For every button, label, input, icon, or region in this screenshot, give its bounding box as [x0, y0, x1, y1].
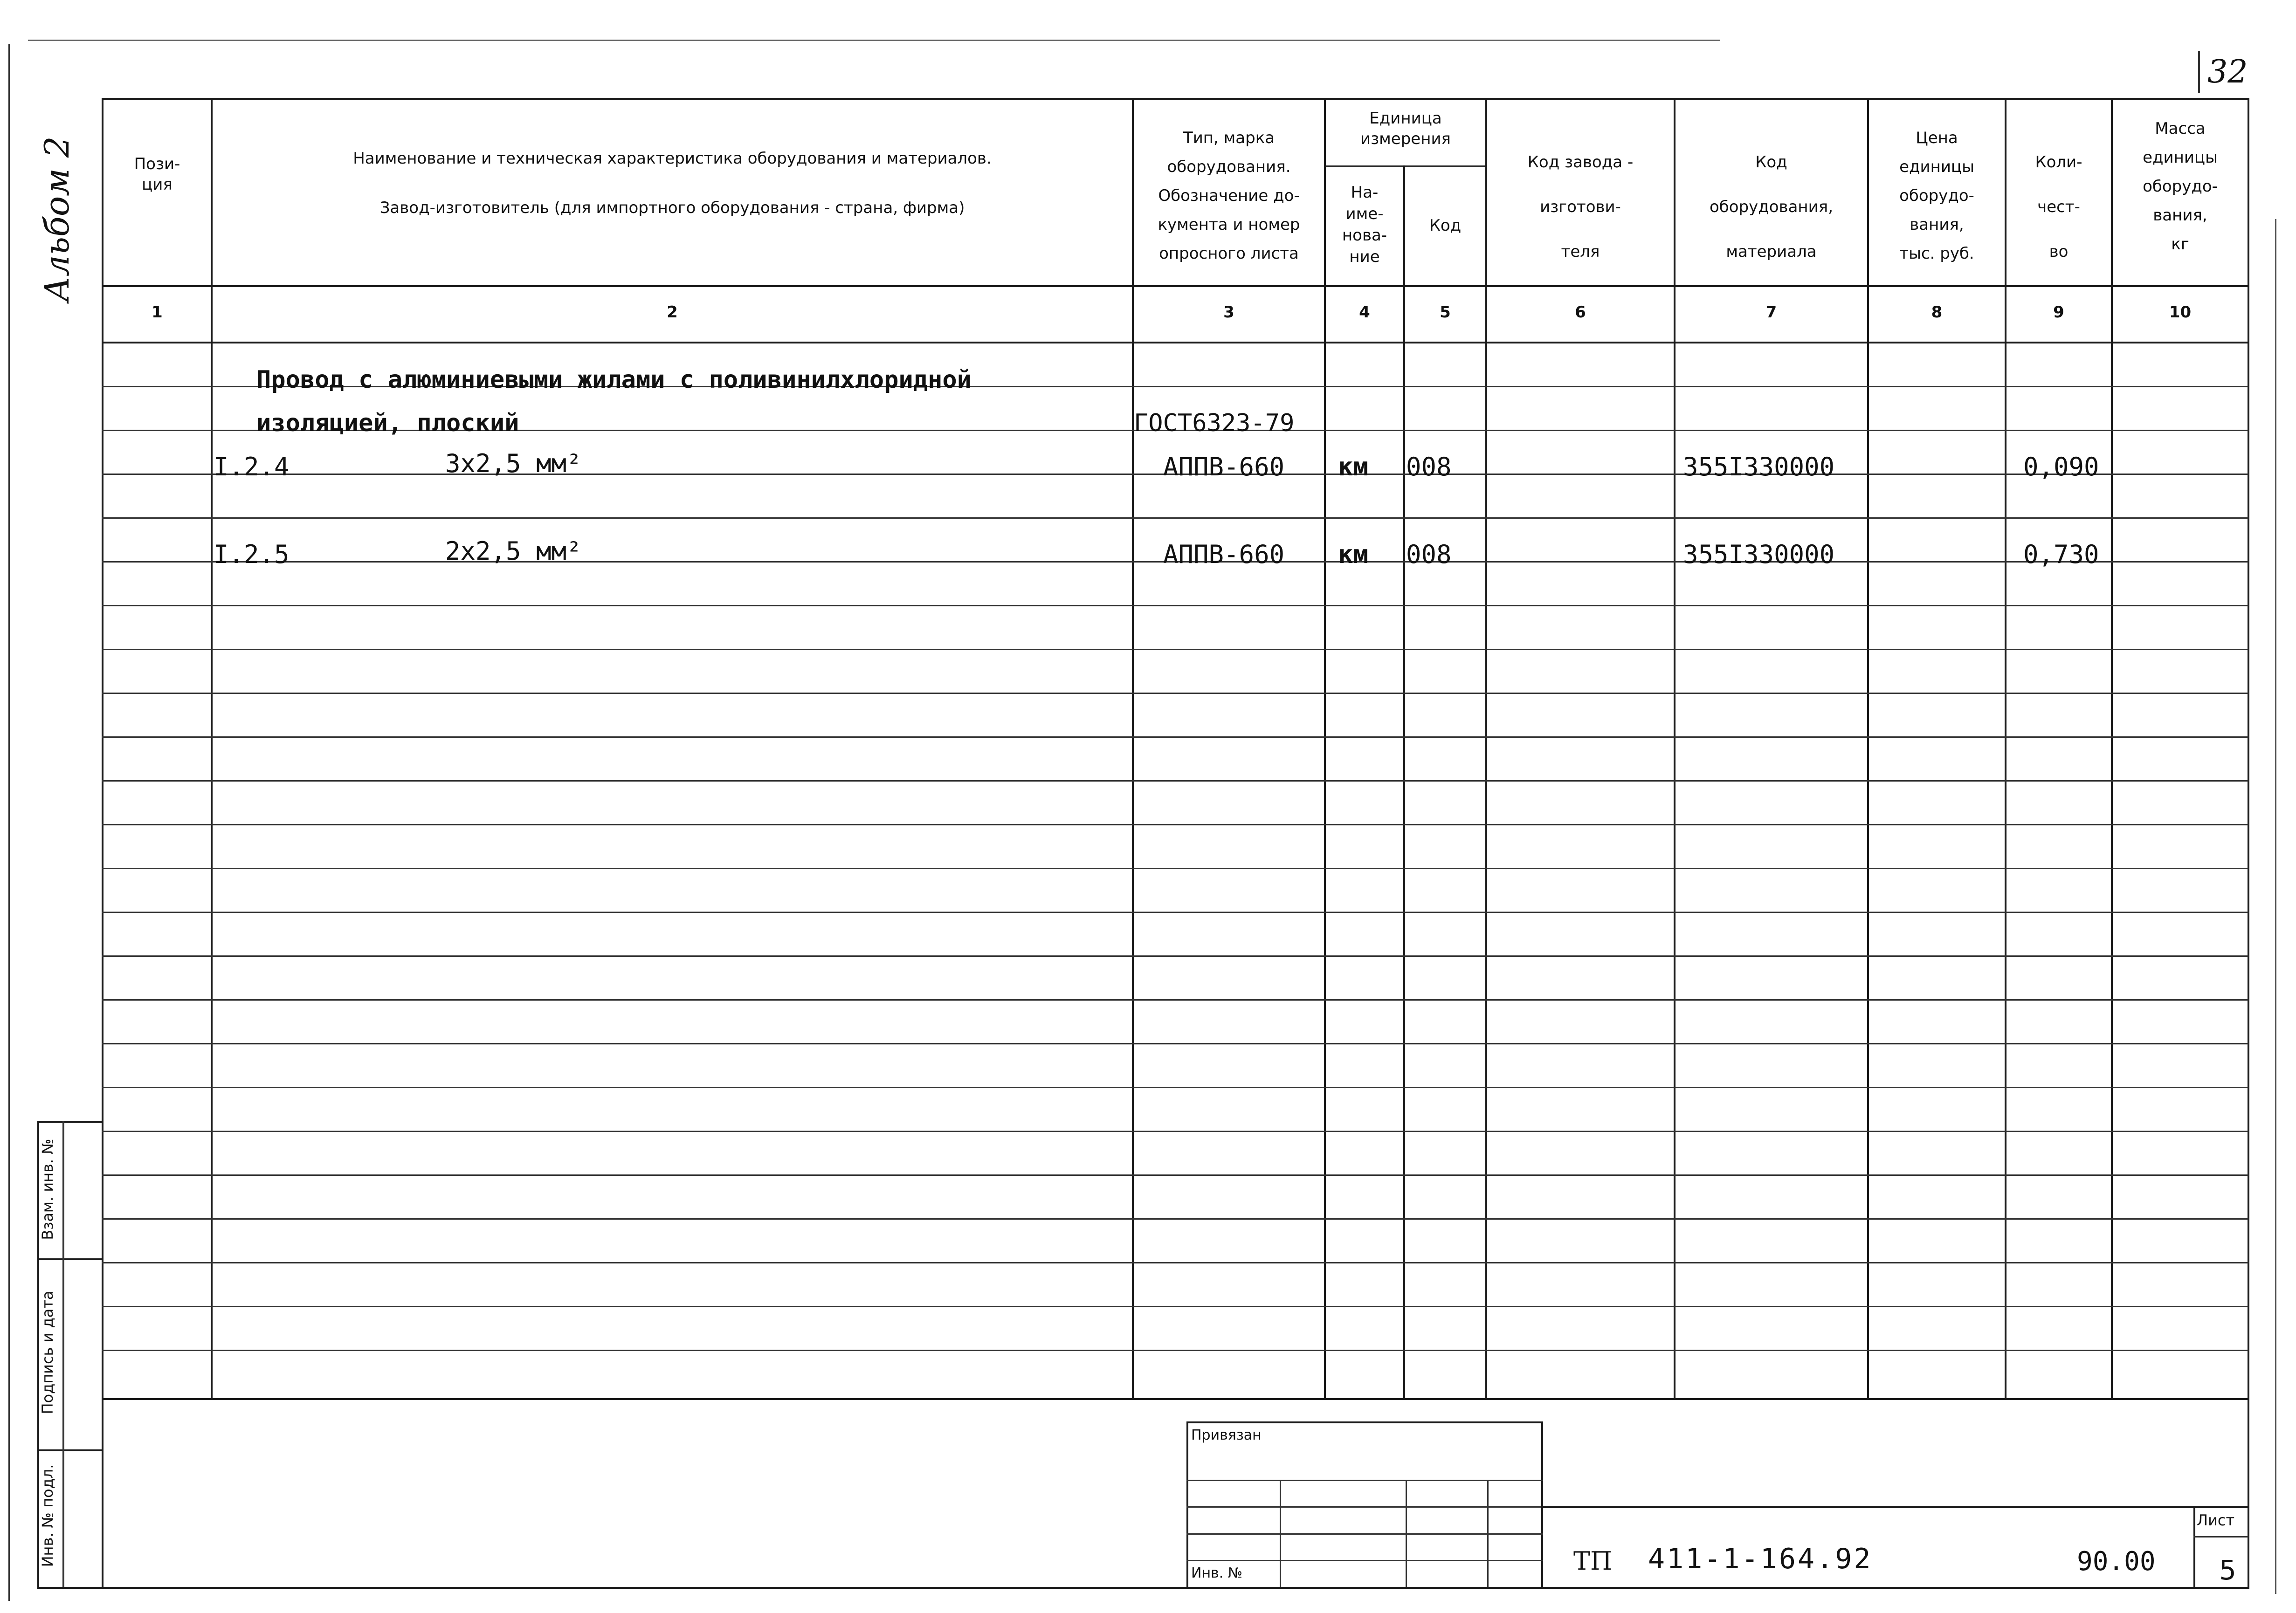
row-type: АППВ-660	[1163, 452, 1285, 481]
row-position: I.2.5	[214, 540, 290, 569]
col-number: 2	[667, 303, 678, 322]
col-number: 7	[1765, 303, 1777, 322]
row-quantity: 0,730	[2023, 540, 2099, 569]
page-number: 32	[2207, 54, 2248, 90]
row-unit: км	[1338, 540, 1369, 569]
side-vzam-inv: Взам. инв. №	[39, 1139, 56, 1240]
col-number: 6	[1575, 303, 1586, 322]
col-number: 4	[1359, 303, 1370, 322]
item-title-line1: Провод с алюминиевыми жилами с поливинилхлоридной	[256, 366, 972, 394]
row-description: 3x2,5 мм²	[445, 449, 582, 478]
header-material-code: Код оборудования, материала	[1709, 153, 1834, 261]
col-number: 8	[1931, 303, 1943, 322]
row-unit: км	[1338, 452, 1369, 481]
item-title-line2: изоляцией, плоский	[256, 409, 519, 437]
row-unit-code: 008	[1406, 452, 1452, 481]
header-quantity: Коли- чест- во	[2035, 153, 2082, 261]
header-unit-name: На- име- нова- ние	[1342, 183, 1387, 266]
col-number: 1	[152, 303, 163, 322]
stamp-sheet-code: 90.00	[2077, 1546, 2156, 1577]
row-type: АППВ-660	[1163, 540, 1285, 569]
item-standard: ГОСТ6323-79	[1134, 409, 1295, 437]
row-description: 2x2,5 мм²	[445, 536, 582, 566]
stamp-inv-no: Инв. №	[1191, 1565, 1243, 1581]
row-material-code: 355I330000	[1683, 540, 1835, 569]
col-number: 9	[2053, 303, 2064, 322]
stamp-privyazan: Привязан	[1191, 1427, 1262, 1443]
header-unit: Единица измерения	[1360, 109, 1451, 148]
header-position: Пози- ция	[134, 155, 180, 194]
header-mass: Масса единицы оборудо- вания, кг	[2143, 119, 2218, 254]
row-unit-code: 008	[1406, 540, 1452, 569]
stamp-list-number: 5	[2219, 1554, 2236, 1586]
header-name-line2: Завод-изготовитель (для импортного оборудования - страна, фирма)	[379, 199, 965, 217]
col-number: 10	[2169, 303, 2192, 322]
header-price: Цена единицы оборудо- вания, тыс. руб.	[1899, 129, 1974, 263]
stamp-project-code: 411-1-164.92	[1648, 1543, 1873, 1575]
col-number: 3	[1223, 303, 1234, 322]
stamp-list-label: Лист	[2197, 1511, 2235, 1529]
col-number: 5	[1440, 303, 1451, 322]
row-material-code: 355I330000	[1683, 452, 1835, 481]
side-inv-original: Инв. № подл.	[39, 1464, 56, 1567]
header-name-line1: Наименование и техническая характеристика оборудования и материалов.	[353, 149, 992, 168]
stamp-code-prefix: ТП	[1573, 1546, 1613, 1576]
row-quantity: 0,090	[2023, 452, 2099, 481]
header-unit-code: Код	[1429, 216, 1462, 235]
row-position: I.2.4	[214, 452, 290, 481]
side-signature-date: Подпись и дата	[39, 1290, 56, 1414]
header-type: Тип, марка оборудования. Обозначение до- кумента и номер опросного листа	[1158, 129, 1300, 263]
album-label: Альбом 2	[37, 136, 76, 302]
header-factory-code: Код завода - изготови- теля	[1527, 153, 1634, 261]
